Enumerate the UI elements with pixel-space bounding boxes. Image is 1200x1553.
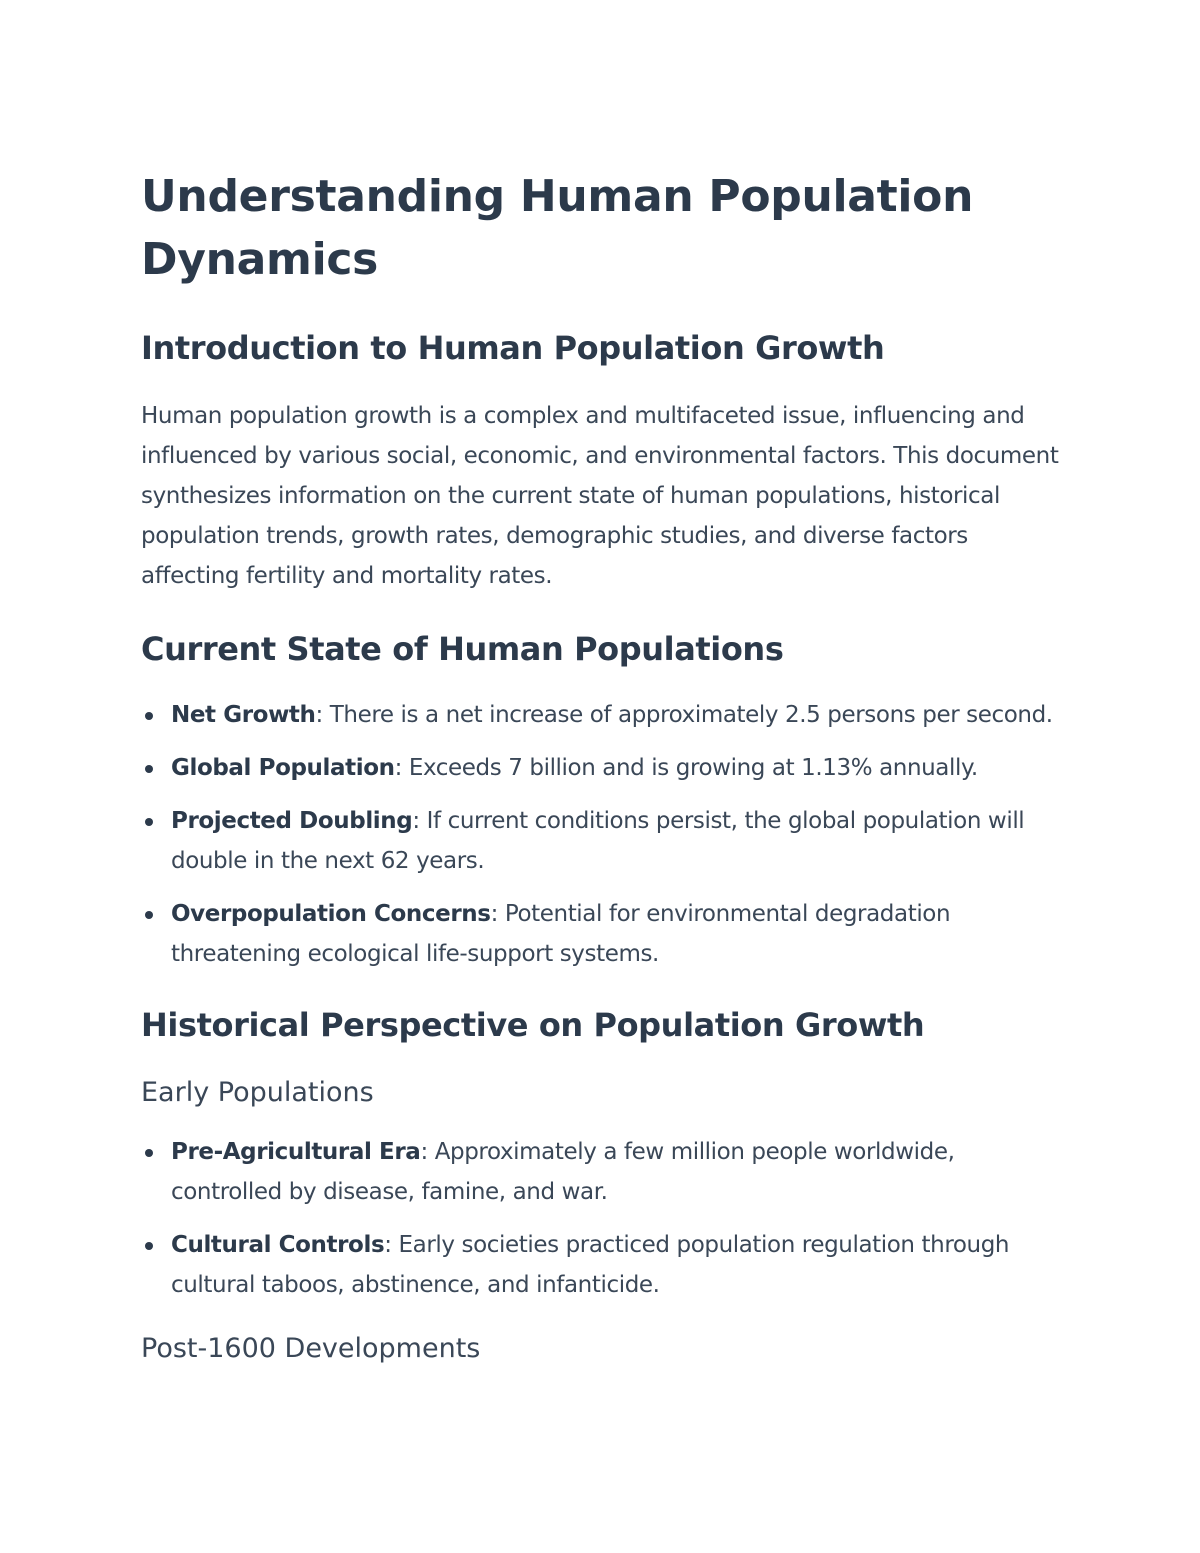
bullet-icon bbox=[145, 818, 153, 826]
bullet-icon bbox=[145, 911, 153, 919]
list-item-text: : If current conditions persist, the global population will double in the next 62 years. bbox=[171, 808, 1025, 874]
list-item-label: Pre-Agricultural Era bbox=[171, 1139, 421, 1165]
list-item bbox=[141, 695, 1061, 735]
current-state-list bbox=[141, 695, 1061, 974]
historical-heading: Historical Perspective on Population Growth bbox=[141, 1006, 925, 1044]
early-populations-list bbox=[141, 1132, 1061, 1305]
early-populations-heading: Early Populations bbox=[141, 1077, 374, 1108]
list-item-label: Overpopulation Concerns bbox=[171, 901, 491, 927]
list-item-text: : Approximately a few million people worldwide, controlled by disease, famine, and war. bbox=[171, 1139, 955, 1205]
bullet-icon bbox=[145, 765, 153, 773]
list-item bbox=[141, 748, 1061, 788]
post-1600-heading: Post-1600 Developments bbox=[141, 1333, 481, 1364]
page-title: Understanding Human Population Dynamics bbox=[141, 171, 974, 285]
list-item-label: Cultural Controls bbox=[171, 1232, 385, 1258]
list-item-label: Projected Doubling bbox=[171, 808, 413, 834]
introduction-paragraph: Human population growth is a complex and multifaceted issue, influencing and influenced by various social, economic, and environmental factors. This document synthesizes information on the current state of human populations, historical population trends, growth rates, demographic studies, and diverse factors affecting fertility and mortality rates. bbox=[141, 403, 1059, 589]
bullet-icon bbox=[145, 712, 153, 720]
list-item-text: : Potential for environmental degradation threatening ecological life-support systems. bbox=[171, 901, 951, 967]
list-item bbox=[141, 894, 1061, 974]
introduction-heading: Introduction to Human Population Growth bbox=[141, 329, 885, 367]
document-page bbox=[141, 165, 1061, 1367]
bullet-icon bbox=[145, 1242, 153, 1250]
list-item-text: : Exceeds 7 billion and is growing at 1.13% annually. bbox=[394, 755, 978, 781]
list-item bbox=[141, 801, 1061, 881]
list-item bbox=[141, 1132, 1061, 1212]
list-item bbox=[141, 1225, 1061, 1305]
list-item-label: Global Population bbox=[171, 755, 395, 781]
current-state-heading: Current State of Human Populations bbox=[141, 630, 784, 668]
list-item-text: : Early societies practiced population regulation through cultural taboos, abstinence, and infanticide. bbox=[171, 1232, 1010, 1298]
list-item-text: : There is a net increase of approximately 2.5 persons per second. bbox=[315, 702, 1053, 728]
bullet-icon bbox=[145, 1149, 153, 1157]
list-item-label: Net Growth bbox=[171, 702, 316, 728]
